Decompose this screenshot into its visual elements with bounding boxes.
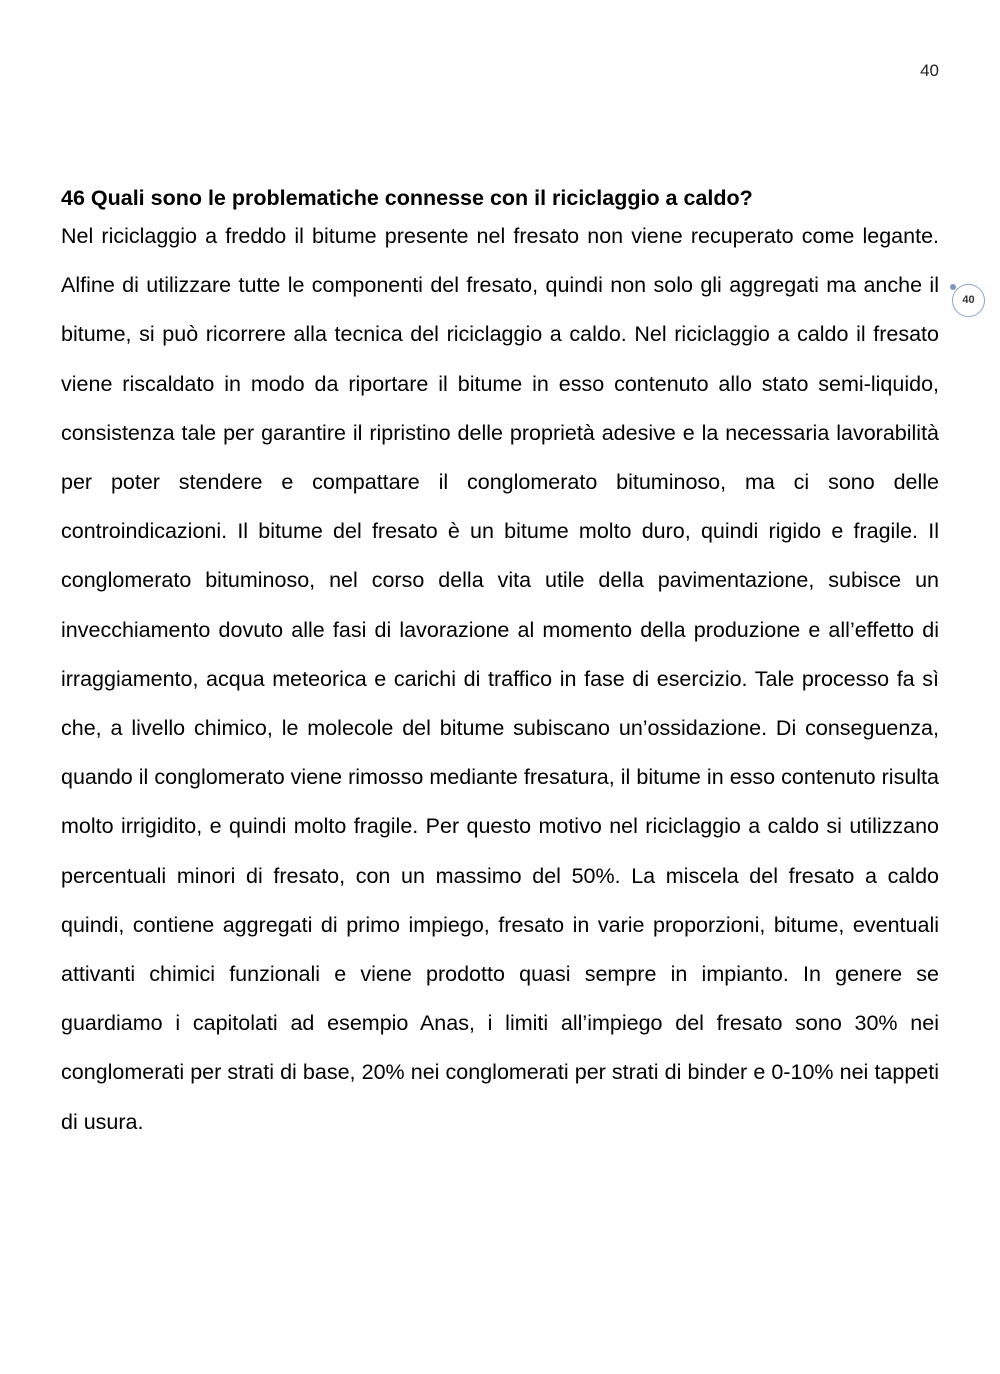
page-number: 40 bbox=[920, 61, 939, 80]
question-heading: 46 Quali sono le problematiche connesse con il riciclaggio a caldo? bbox=[61, 186, 753, 210]
document-body bbox=[61, 184, 939, 1147]
answer-paragraph: Nel riciclaggio a freddo il bitume presente nel fresato non viene recuperato come legante. Alfine di utilizzare tutte le componenti del fresato, quindi non solo gli aggregati ma anche il bitume, si può ricorrere alla tecnica del riciclaggio a caldo. Nel riciclaggio a caldo il fresato viene riscaldato in modo da riportare il bitume in esso contenuto allo stato semi-liquido, consistenza tale per garantire il ripristino delle proprietà adesive e la necessaria lavorabilità per poter stendere e compattare il conglomerato bituminoso, ma ci sono delle controindicazioni. Il bitume del fresato è un bitume molto duro, quindi rigido e fragile. Il conglomerato bituminoso, nel corso della vita utile della pavimentazione, subisce un invecchiamento dovuto alle fasi di lavorazione al momento della produzione e all’effetto di irraggiamento, acqua meteorica e carichi di traffico in fase di esercizio. Tale processo fa sì che, a livello chimico, le molecole del bitume subiscano un’ossidazione. Di conseguenza, quando il conglomerato viene rimosso mediante fresatura, il bitume in esso contenuto risulta molto irrigidito, e quindi molto fragile. Per questo motivo nel riciclaggio a caldo si utilizzano percentuali minori di fresato, con un massimo del 50%. La miscela del fresato a caldo quindi, contiene aggregati di primo impiego, fresato in varie proporzioni, bitume, eventuali attivanti chimici funzionali e viene prodotto quasi sempre in impianto. In genere se guardiamo i capitolati ad esempio Anas, i limiti all’impiego del fresato sono 30% nei conglomerati per strati di base, 20% nei conglomerati per strati di binder e 0-10% nei tappeti di usura. bbox=[61, 224, 939, 1134]
marker-dot-icon bbox=[950, 284, 956, 290]
page-marker-label: 40 bbox=[962, 294, 975, 306]
page-marker-badge bbox=[952, 284, 985, 317]
